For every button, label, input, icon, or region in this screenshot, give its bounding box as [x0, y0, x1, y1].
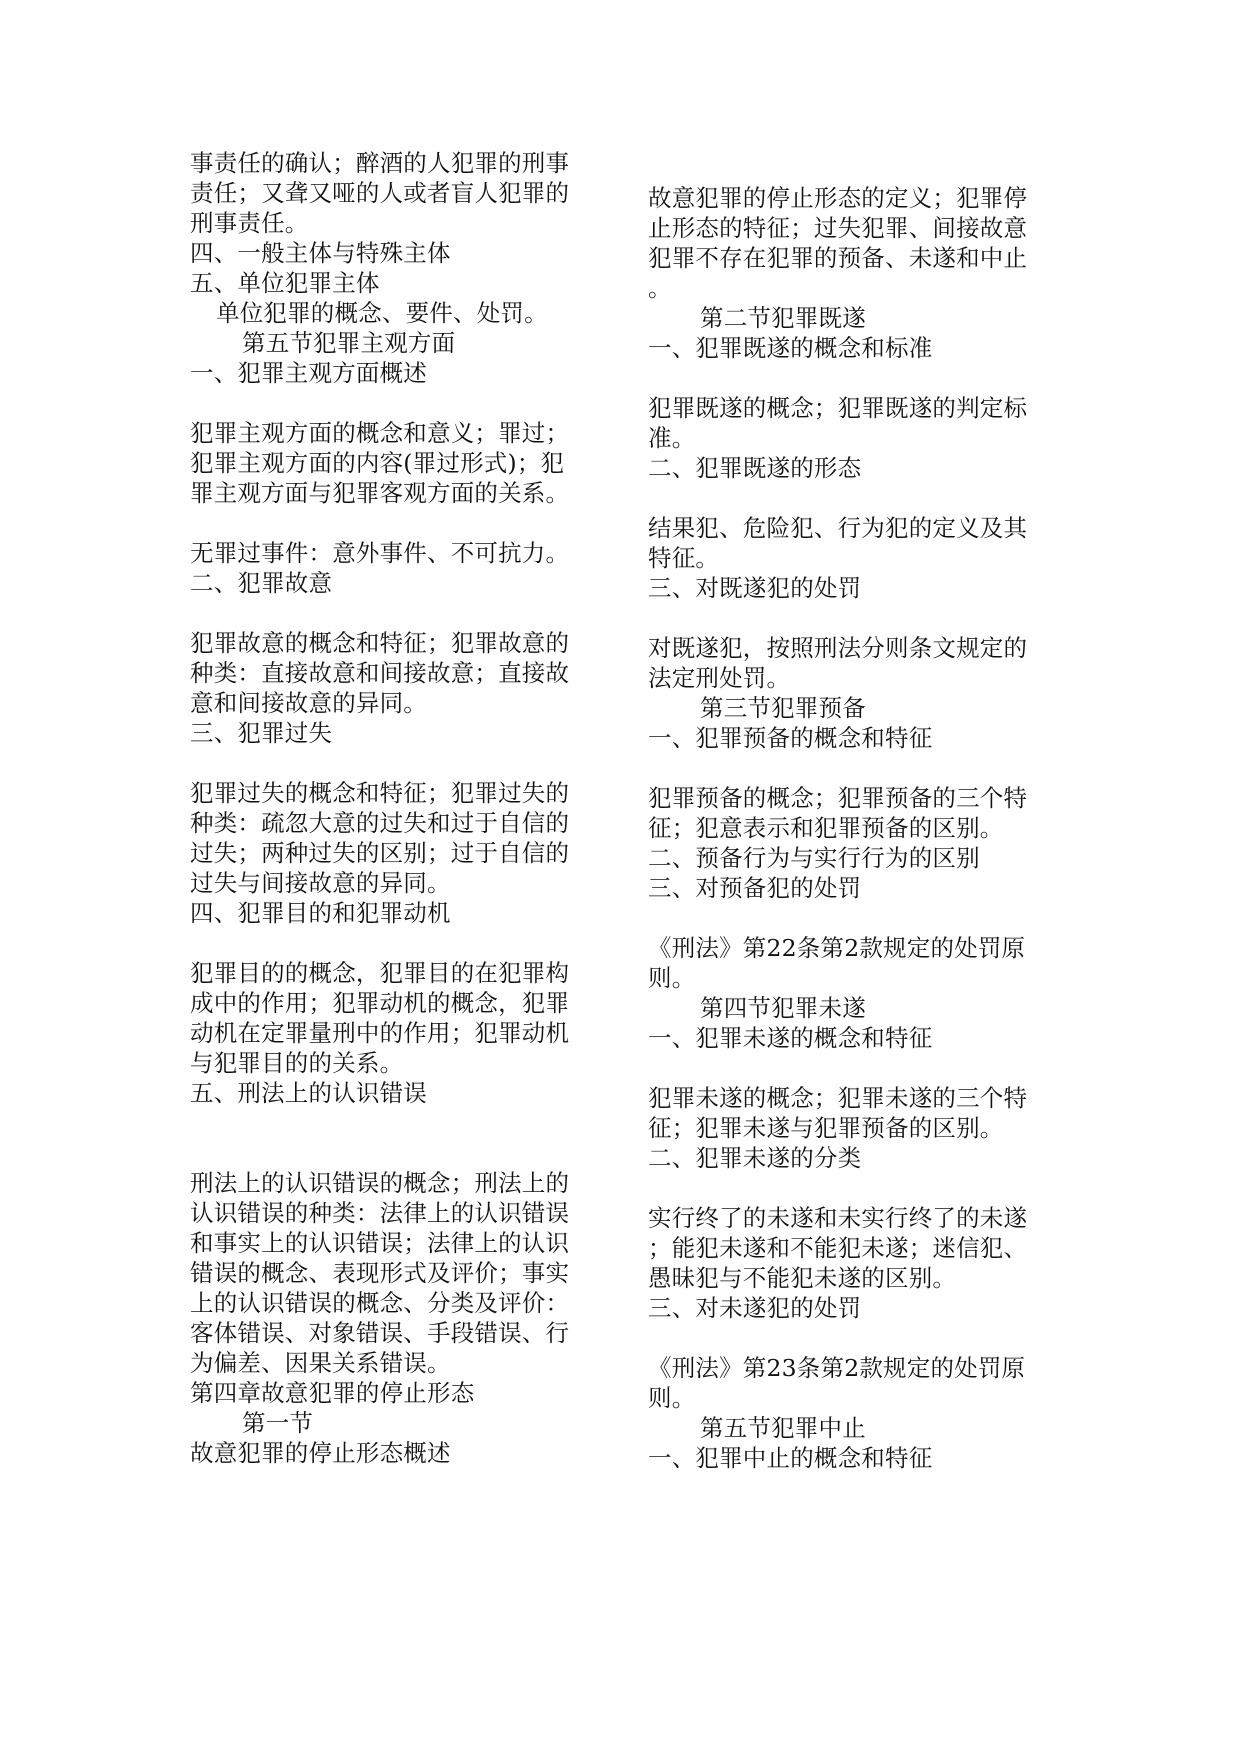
- text-line: 过失与间接故意的异同。: [190, 869, 451, 897]
- section-heading: 一、犯罪未遂的概念和特征: [648, 1024, 933, 1052]
- section-title: 第三节犯罪预备: [700, 694, 866, 722]
- text-line: 征；犯罪未遂与犯罪预备的区别。: [648, 1114, 1004, 1142]
- text-line: 犯罪既遂的概念；犯罪既遂的判定标: [648, 394, 1028, 422]
- section-heading: 五、刑法上的认识错误: [190, 1079, 427, 1107]
- text-line: 无罪过事件：意外事件、不可抗力。: [190, 539, 570, 567]
- text-line: 犯罪主观方面的内容(罪过形式)；犯: [190, 449, 565, 477]
- text-line: 客体错误、对象错误、手段错误、行: [190, 1319, 570, 1347]
- section-heading: 三、对未遂犯的处罚: [648, 1294, 862, 1322]
- text-line: 责任；又聋又哑的人或者盲人犯罪的: [190, 179, 570, 207]
- text-line: 犯罪过失的概念和特征；犯罪过失的: [190, 779, 570, 807]
- section-heading: 五、单位犯罪主体: [190, 269, 380, 297]
- section-heading: 一、犯罪主观方面概述: [190, 359, 427, 387]
- text-line: 犯罪预备的概念；犯罪预备的三个特: [648, 784, 1028, 812]
- text-line: 与犯罪目的的关系。: [190, 1049, 404, 1077]
- text-line: 则。: [648, 1384, 696, 1412]
- section-heading: 二、预备行为与实行行为的区别: [648, 844, 980, 872]
- section-heading: 三、对预备犯的处罚: [648, 874, 862, 902]
- text-line: 罪主观方面与犯罪客观方面的关系。: [190, 479, 570, 507]
- section-heading: 三、对既遂犯的处罚: [648, 574, 862, 602]
- section-title: 第五节犯罪中止: [700, 1414, 866, 1442]
- text-line: 《刑法》第23条第2款规定的处罚原: [648, 1354, 1026, 1382]
- text-line: 意和间接故意的异同。: [190, 689, 427, 717]
- text-line: 犯罪故意的概念和特征；犯罪故意的: [190, 629, 570, 657]
- text-line: 征；犯意表示和犯罪预备的区别。: [648, 814, 1004, 842]
- text-line: 法定刑处罚。: [648, 664, 791, 692]
- text-line: 犯罪不存在犯罪的预备、未遂和中止: [648, 244, 1028, 272]
- text-line: 单位犯罪的概念、要件、处罚。: [216, 299, 548, 327]
- text-line: 则。: [648, 964, 696, 992]
- text-line: 认识错误的种类：法律上的认识错误: [190, 1199, 570, 1227]
- text-line: 止形态的特征；过失犯罪、间接故意: [648, 214, 1028, 242]
- text-line: 错误的概念、表现形式及评价；事实: [190, 1259, 570, 1287]
- text-line: 过失；两种过失的区别；过于自信的: [190, 839, 570, 867]
- section-heading: 一、犯罪既遂的概念和标准: [648, 334, 933, 362]
- section-heading: 四、犯罪目的和犯罪动机: [190, 899, 451, 927]
- text-line: 事责任的确认；醉酒的人犯罪的刑事: [190, 149, 570, 177]
- text-line: 特征。: [648, 544, 720, 572]
- text-line: 刑法上的认识错误的概念；刑法上的: [190, 1169, 570, 1197]
- text-line: 犯罪主观方面的概念和意义；罪过；: [190, 419, 570, 447]
- text-line: 和事实上的认识错误；法律上的认识: [190, 1229, 570, 1257]
- text-line: 愚昧犯与不能犯未遂的区别。: [648, 1264, 957, 1292]
- section-heading: 故意犯罪的停止形态概述: [190, 1439, 451, 1467]
- text-line: 上的认识错误的概念、分类及评价：: [190, 1289, 570, 1317]
- section-heading: 一、犯罪预备的概念和特征: [648, 724, 933, 752]
- section-heading: 二、犯罪既遂的形态: [648, 454, 862, 482]
- section-title: 第五节犯罪主观方面: [242, 329, 456, 357]
- text-line: 。: [648, 274, 672, 302]
- section-title: 第二节犯罪既遂: [700, 304, 866, 332]
- text-line: 成中的作用；犯罪动机的概念，犯罪: [190, 989, 570, 1017]
- section-title: 第四节犯罪未遂: [700, 994, 866, 1022]
- section-heading: 二、犯罪未遂的分类: [648, 1144, 862, 1172]
- section-heading: 四、一般主体与特殊主体: [190, 239, 451, 267]
- text-line: 种类：直接故意和间接故意；直接故: [190, 659, 570, 687]
- section-heading: 三、犯罪过失: [190, 719, 333, 747]
- text-line: 种类：疏忽大意的过失和过于自信的: [190, 809, 570, 837]
- text-line: 故意犯罪的停止形态的定义；犯罪停: [648, 184, 1028, 212]
- section-title: 第一节: [242, 1409, 314, 1437]
- chapter-title: 第四章故意犯罪的停止形态: [190, 1379, 475, 1407]
- text-line: 动机在定罪量刑中的作用；犯罪动机: [190, 1019, 570, 1047]
- section-heading: 二、犯罪故意: [190, 569, 333, 597]
- text-line: 为偏差、因果关系错误。: [190, 1349, 451, 1377]
- text-line: 犯罪目的的概念，犯罪目的在犯罪构: [190, 959, 570, 987]
- text-line: 准。: [648, 424, 696, 452]
- text-line: 结果犯、危险犯、行为犯的定义及其: [648, 514, 1028, 542]
- text-line: 刑事责任。: [190, 209, 309, 237]
- text-line: 实行终了的未遂和未实行终了的未遂: [648, 1204, 1028, 1232]
- section-heading: 一、犯罪中止的概念和特征: [648, 1444, 933, 1472]
- text-line: 犯罪未遂的概念；犯罪未遂的三个特: [648, 1084, 1028, 1112]
- text-line: ；能犯未遂和不能犯未遂；迷信犯、: [648, 1234, 1028, 1262]
- text-line: 《刑法》第22条第2款规定的处罚原: [648, 934, 1026, 962]
- text-line: 对既遂犯，按照刑法分则条文规定的: [648, 634, 1028, 662]
